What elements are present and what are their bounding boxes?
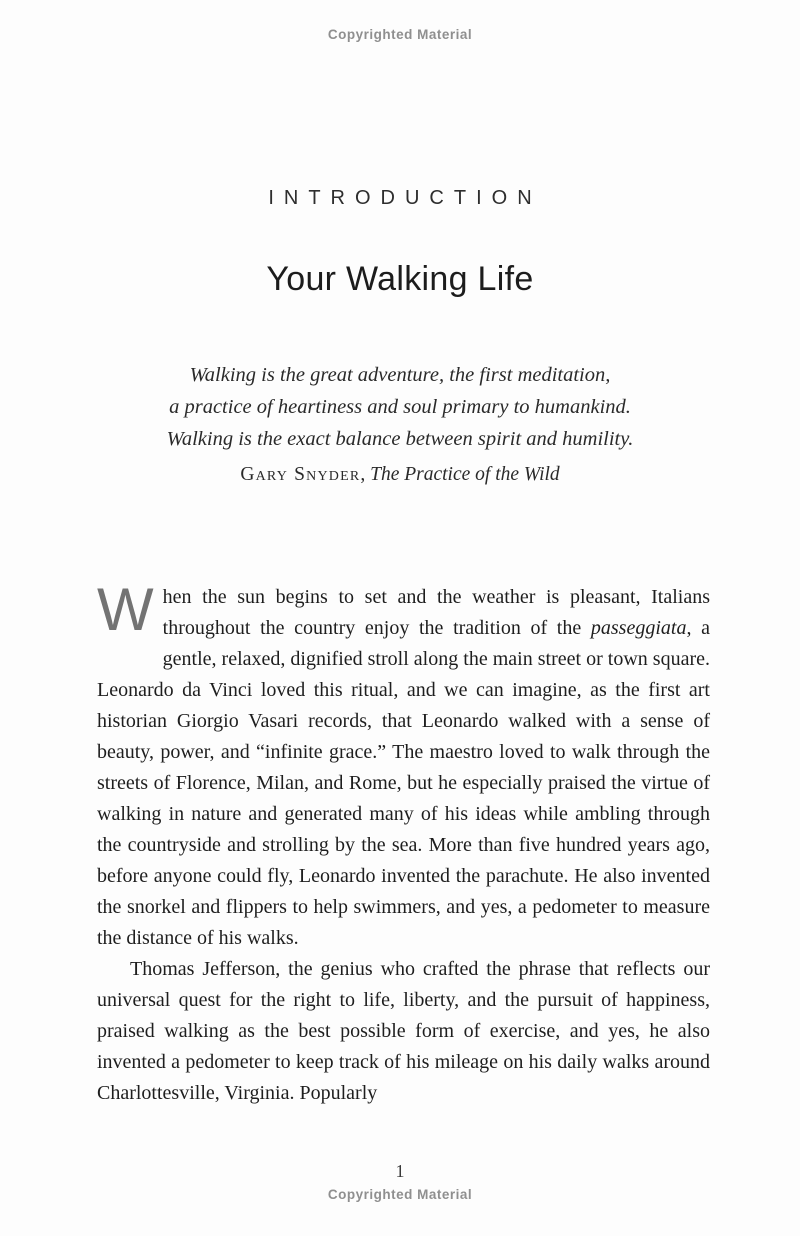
copyright-notice-bottom: Copyrighted Material xyxy=(327,1187,473,1202)
drop-cap: W xyxy=(97,576,154,643)
paragraph-2: Thomas Jefferson, the genius who crafted the phrase that reflects our universal quest for the right to life, liberty, and the pursuit of happiness, praised walking as the best possible form of exercise, and yes, he also invented a pedometer to keep track of his mileage on his daily walks around Charlottesville, Virginia. Popularly xyxy=(97,958,710,1104)
epigraph-line-3: Walking is the exact balance between spirit and humility. xyxy=(166,428,634,450)
epigraph-line-2: a practice of heartiness and soul primary to humankind. xyxy=(169,396,631,418)
page-number: 1 xyxy=(395,1161,405,1181)
page-footer xyxy=(0,1161,800,1202)
epigraph-attribution xyxy=(0,464,800,486)
epigraph-line-1: Walking is the great adventure, the first meditation, xyxy=(189,364,611,386)
attribution-work-title: The Practice of the Wild xyxy=(370,464,560,485)
copyright-notice-top: Copyrighted Material xyxy=(327,27,473,42)
epigraph xyxy=(0,359,800,455)
paragraph-1-italic-term: passeggiata xyxy=(590,617,687,639)
chapter-kicker: INTRODUCTION xyxy=(268,187,542,209)
paragraph-1-text-after: , a gentle, relaxed, dignified stroll along the main street or town square. Leonardo da Vinci loved this ritual, and we can imagine, as the first art historian Giorgio Vasari records, that Leonardo walked with a sense of beauty, power, and “infinite grace.” The maestro loved to walk through the streets of Florence, Milan, and Rome, but he especially praised the virtue of walking in nature and generated many of his ideas while ambling through the countryside and strolling by the sea. More than five hundred years ago, before anyone could fly, Leonardo invented the parachute. He also invented the snorkel and flippers to help swimmers, and yes, a pedometer to measure the distance of his walks. xyxy=(97,617,710,949)
attribution-separator: , xyxy=(360,464,371,485)
paragraph-1-text-before: hen the sun begins to set and the weather is pleasant, Italians throughout the country enjoy the tradition of the xyxy=(162,586,710,639)
body-text xyxy=(97,576,710,1109)
paragraph-1 xyxy=(97,576,710,954)
chapter-title: Your Walking Life xyxy=(266,260,534,298)
attribution-author: Gary Snyder xyxy=(240,464,361,485)
